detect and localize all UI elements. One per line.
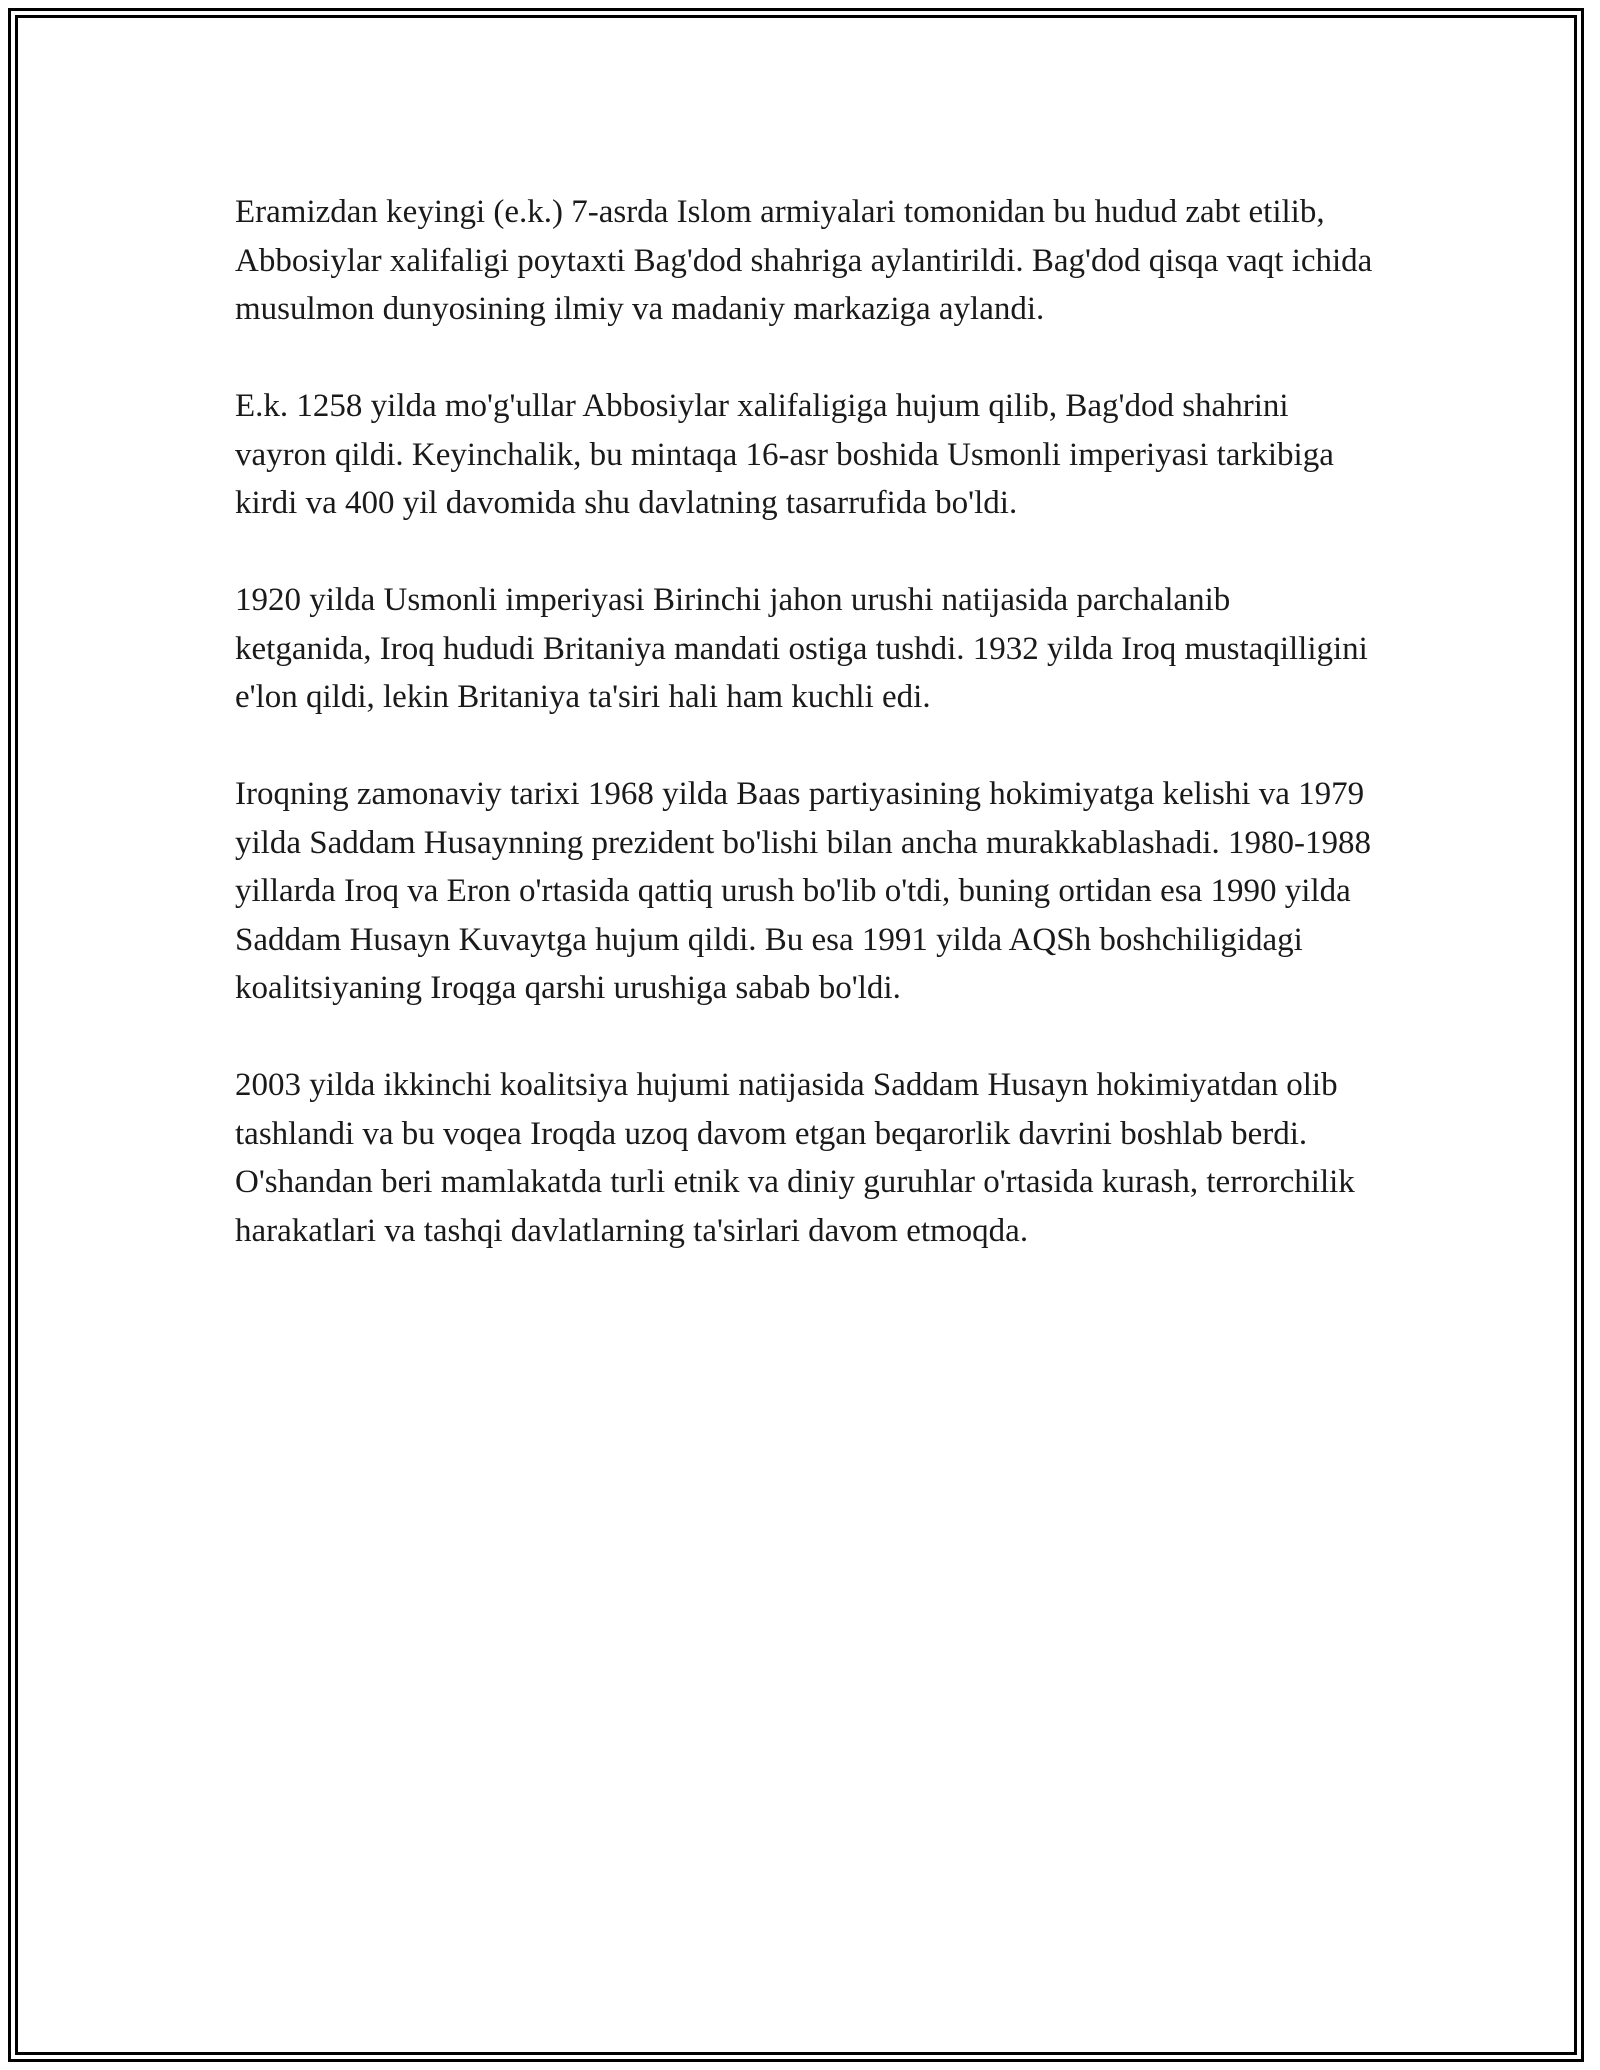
paragraph-british-mandate: 1920 yilda Usmonli imperiyasi Birinchi jahon urushi natijasida parchalanib ketganida, Iroq hududi Britaniya mandati ostiga tushdi. 1932 yilda Iroq mustaqilligini e'lon qildi, lekin Britaniya ta'siri hali ham kuchli edi. (235, 582, 1368, 715)
paragraph-baath-saddam: Iroqning zamonaviy tarixi 1968 yilda Baas partiyasining hokimiyatga kelishi va 1979 yilda Saddam Husaynning prezident bo'lishi bilan ancha murakkablashadi. 1980-1988 yillarda Iroq va Eron o'rtasida qattiq urush bo'lib o'tdi, buning ortidan esa 1990 yilda Saddam Husayn Kuvaytga hujum qildi. Bu esa 1991 yilda AQSh boshchiligidagi koalitsiyaning Iroqga qarshi urushiga sabab bo'ldi. (235, 776, 1371, 1006)
paragraph-mongol-ottoman: E.k. 1258 yilda mo'g'ullar Abbosiylar xalifaligiga hujum qilib, Bag'dod shahrini vayron qildi. Keyinchalik, bu mintaqa 16-asr boshida Usmonli imperiyasi tarkibiga kirdi va 400 yil davomida shu davlatning tasarrufida bo'ldi. (235, 388, 1334, 521)
paragraph-2003-coalition: 2003 yilda ikkinchi koalitsiya hujumi natijasida Saddam Husayn hokimiyatdan olib tashlandi va bu voqea Iroqda uzoq davom etgan beqarorlik davrini boshlab berdi. O'shandan beri mamlakatda turli etnik va diniy guruhlar o'rtasida kurash, terrorchilik harakatlari va tashqi davlatlarning ta'sirlari davom etmoqda. (235, 1067, 1355, 1249)
document-body (235, 188, 1375, 1304)
paragraph-abbasid-caliphate: Eramizdan keyingi (e.k.) 7-asrda Islom armiyalari tomonidan bu hudud zabt etilib, Abbosiylar xalifaligi poytaxti Bag'dod shahriga aylantirildi. Bag'dod qisqa vaqt ichida musulmon dunyosining ilmiy va madaniy markaziga aylandi. (235, 194, 1373, 327)
